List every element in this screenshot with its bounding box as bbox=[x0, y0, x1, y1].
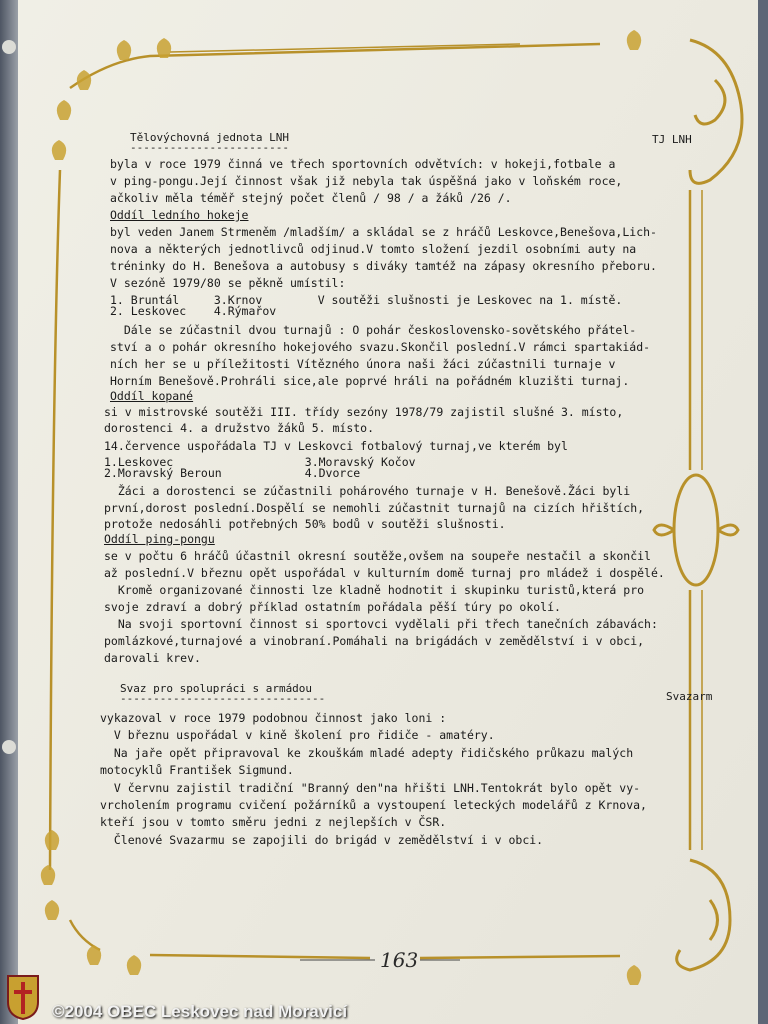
paragraph-line: Kromě organizované činnosti lze kladně hodnotit i skupinku turistů,která pro bbox=[104, 583, 645, 597]
paragraph-line: vrcholením programu cvičení požárníků a vystoupení leteckých modelářů z Krnova, bbox=[100, 798, 647, 812]
copyright-bar bbox=[0, 998, 768, 1024]
paragraph-line: se v počtu 6 hráčů účastnil okresní soutěže,ovšem na soupeře nestačil a skončil bbox=[104, 549, 651, 563]
paragraph-line: protože nedosáhli potřebných 50% bodů v soutěži slušnosti. bbox=[104, 517, 506, 531]
section-heading-hockey: Oddíl ledního hokeje bbox=[110, 208, 249, 222]
paragraph-line: pomlázkové,turnajové a vinobraní.Pomáhali na brigádách v zemědělství i v obci, bbox=[104, 634, 645, 648]
paragraph-line: ačkoliv měla téměř stejný počet členů / 98 / a žáků /26 /. bbox=[110, 191, 512, 205]
paragraph-line: darovali krev. bbox=[104, 651, 201, 665]
paragraph-line: Horním Benešově.Prohráli sice,ale poprvé hráli na pořádném kluzišti turnaj. bbox=[110, 374, 630, 388]
paragraph-line: svoje zdraví a dobrý příklad ostatním pořádala pěší túry po okolí. bbox=[104, 600, 561, 614]
paragraph-line: 14.července uspořádala TJ v Leskovci fotbalový turnaj,ve kterém byl bbox=[104, 439, 568, 453]
paragraph-line: až poslední.V březnu opět uspořádal v kulturním domě turnaj pro mládež i dospělé. bbox=[104, 566, 665, 580]
results-line: 1.Leskovec 3.Moravský Kočov bbox=[104, 455, 416, 469]
paragraph-line: první,dorost poslední.Dospělí se nemohli zúčastnit turnajů na cizích hřištích, bbox=[104, 501, 645, 515]
margin-label-svazarm: Svazarm bbox=[666, 690, 713, 703]
paragraph-line: byla v roce 1979 činná ve třech sportovních odvětvích: v hokeji,fotbale a bbox=[110, 157, 616, 171]
margin-label-tj: TJ LNH bbox=[652, 133, 692, 146]
paragraph-line: V sezóně 1979/80 se pěkně umístil: bbox=[110, 276, 346, 290]
paragraph-line: tréninky do H. Benešova a autobusy s diváky tamtéž na zápasy okresního přeboru. bbox=[110, 259, 657, 273]
paragraph-line: Žáci a dorostenci se zúčastnili pohárového turnaje v H. Benešově.Žáci byli bbox=[104, 484, 631, 498]
title-rule: ------------------------------- bbox=[120, 692, 326, 705]
paragraph-line: Členové Svazarmu se zapojili do brigád v zemědělství i v obci. bbox=[100, 833, 544, 847]
section-heading-football: Oddíl kopané bbox=[110, 389, 194, 403]
paragraph-line: motocyklů František Sigmund. bbox=[100, 763, 294, 777]
paragraph-line: v ping-pongu.Její činnost však již nebyla tak úspěšná jako v loňském roce, bbox=[110, 174, 623, 188]
standings-line: 2. Leskovec 4.Rýmařov bbox=[110, 304, 277, 318]
paragraph-line: byl veden Janem Strmeněm /mladším/ a skládal se z hráčů Leskovce,Benešova,Lich- bbox=[110, 225, 657, 239]
results-line: 2.Moravský Beroun 4.Dvorce bbox=[104, 466, 361, 480]
copyright-text: ©2004 OBEC Leskovec nad Moravicí bbox=[52, 1002, 348, 1021]
paragraph-line: si v mistrovské soutěži III. třídy sezóny 1978/79 zajistil slušné 3. místo, bbox=[104, 405, 624, 419]
paragraph-line: ství a o pohár okresního hokejového svazu.Skončil poslední.V rámci spartakiád- bbox=[110, 340, 651, 354]
paragraph-line: nova a některých jednotlivců odjinud.V tomto složení jezdil osobními auty na bbox=[110, 242, 637, 256]
paragraph-line: Dále se zúčastnil dvou turnajů : O pohár československo-sovětského přátel- bbox=[110, 323, 637, 337]
page-number: 163 bbox=[380, 948, 419, 972]
paragraph-line: Na svoji sportovní činnost si sportovci vydělali při třech tanečních zábavách: bbox=[104, 617, 658, 631]
paragraph-line: V červnu zajistil tradiční "Branný den"na hřišti LNH.Tentokrát bylo opět vy- bbox=[100, 781, 641, 795]
section-heading-pingpong: Oddíl ping-pongu bbox=[104, 532, 215, 546]
paragraph-line: Na jaře opět připravoval ke zkouškám mladé adepty řidičského průkazu malých bbox=[100, 746, 634, 760]
section-title-svazarm: Svaz pro spolupráci s armádou bbox=[120, 682, 313, 695]
paragraph-line: ních her se u příležitosti Vítězného února naši žáci zúčastnili turnaje v bbox=[110, 357, 616, 371]
paragraph-line: vykazoval v roce 1979 podobnou činnost jako loni : bbox=[100, 711, 447, 725]
section-title-tj: Tělovýchovná jednota LNH bbox=[130, 131, 289, 144]
paragraph-line: kteří jsou v tomto směru jedni z nejlepších v ČSR. bbox=[100, 815, 447, 829]
paragraph-line: dorostenci 4. a družstvo žáků 5. místo. bbox=[104, 421, 375, 435]
paragraph-line: V březnu uspořádal v kině školení pro řidiče - amatéry. bbox=[100, 728, 495, 742]
title-rule: ------------------------ bbox=[130, 141, 289, 154]
standings-line: 1. Bruntál 3.Krnov V soutěži slušnosti je Leskovec na 1. místě. bbox=[110, 293, 623, 307]
